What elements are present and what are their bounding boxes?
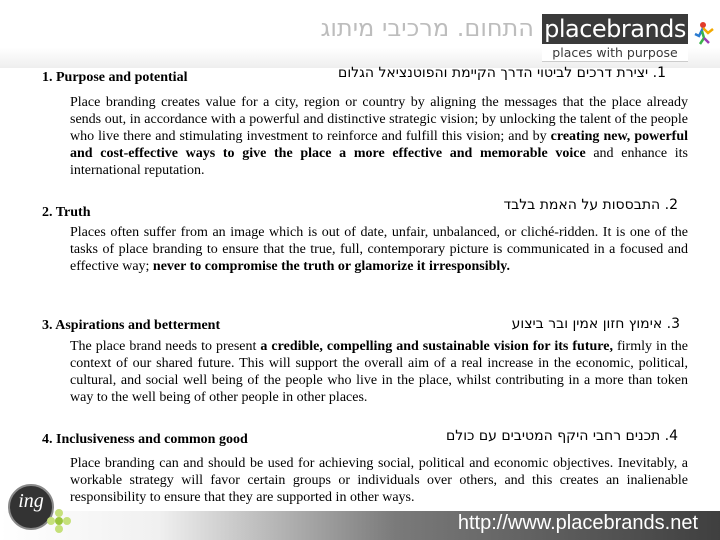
header-bar <box>0 0 720 68</box>
section-4-text: Place branding can and should be used for achieving social, political and economic objectives. Inevitably, a workable strategy will favor certain groups or individuals over others, and this creates an inalienable responsibility to ensure that they are supported in other ways. <box>70 456 688 505</box>
brand-name: placebrands <box>542 14 688 44</box>
section-1-paragraph <box>70 94 688 179</box>
section-3-emphasis: a credible, compelling and sustainable vision for its future, <box>260 339 613 354</box>
placebrands-logo <box>542 14 688 61</box>
section-3-text: The place brand needs to present <box>70 339 261 354</box>
section-1-heading: 1. Purpose and potential <box>42 70 188 85</box>
section-4-paragraph <box>70 455 688 506</box>
brand-tagline: places with purpose <box>542 44 688 62</box>
section-2-heading: 2. Truth <box>42 205 91 220</box>
section-1-text-end: and enhance its international reputation. <box>70 146 688 178</box>
flower-icon <box>46 508 72 534</box>
ing-logo-text: ing <box>18 490 44 512</box>
section-1-hebrew-heading: 1. יצירת דרכים לביטוי הדרך הקיימת והפוטנציאל הגלום <box>338 65 666 81</box>
section-2-text: Places often suffer from an image which is out of date, unfair, unbalanced, or cliché-ridden. It is one of the tasks of place branding to ensure that the true, full, contemporary picture is communicated in a focused and effective way; <box>70 225 688 274</box>
figure-logo-icon <box>690 20 716 46</box>
section-3-paragraph <box>70 338 688 406</box>
section-3-hebrew-heading: 3. אימוץ חזון אמין ובר ביצוע <box>511 316 680 332</box>
section-2-emphasis: never to compromise the truth or glamorize it irresponsibly. <box>152 259 511 274</box>
section-1-text: Place branding creates value for a city, region or country by aligning the messages that the place already sends out, in accordance with a powerful and distinctive strategic vision; by unlocking the talent of the people who live there and stimulating investment to reinforce and fulfill this vision; and by <box>70 95 688 144</box>
section-3-text-end: firmly in the context of our shared future. This will support the overall aim of a real increase in the economic, political, cultural, and social well being of the people who live in the place, whilst contributing in a more than token way to the well being of other people in other places. <box>70 339 688 405</box>
section-2-paragraph <box>70 224 688 275</box>
section-4-heading: 4. Inclusiveness and common good <box>42 432 248 447</box>
section-1-emphasis: creating new, powerful and cost-effective ways to give the place a more effective and memorable voice <box>70 129 689 161</box>
section-3-heading: 3. Aspirations and betterment <box>42 318 221 333</box>
page-title: התחום. מרכיבי מיתוג <box>320 14 534 42</box>
footer-url-link[interactable]: http://www.placebrands.net <box>457 512 698 534</box>
section-4-hebrew-heading: 4. תכנים רחבי היקף המטיבים עם כולם <box>445 428 678 444</box>
footer-bar <box>0 511 720 540</box>
section-2-hebrew-heading: 2. התבססות על האמת בלבד <box>503 197 678 213</box>
